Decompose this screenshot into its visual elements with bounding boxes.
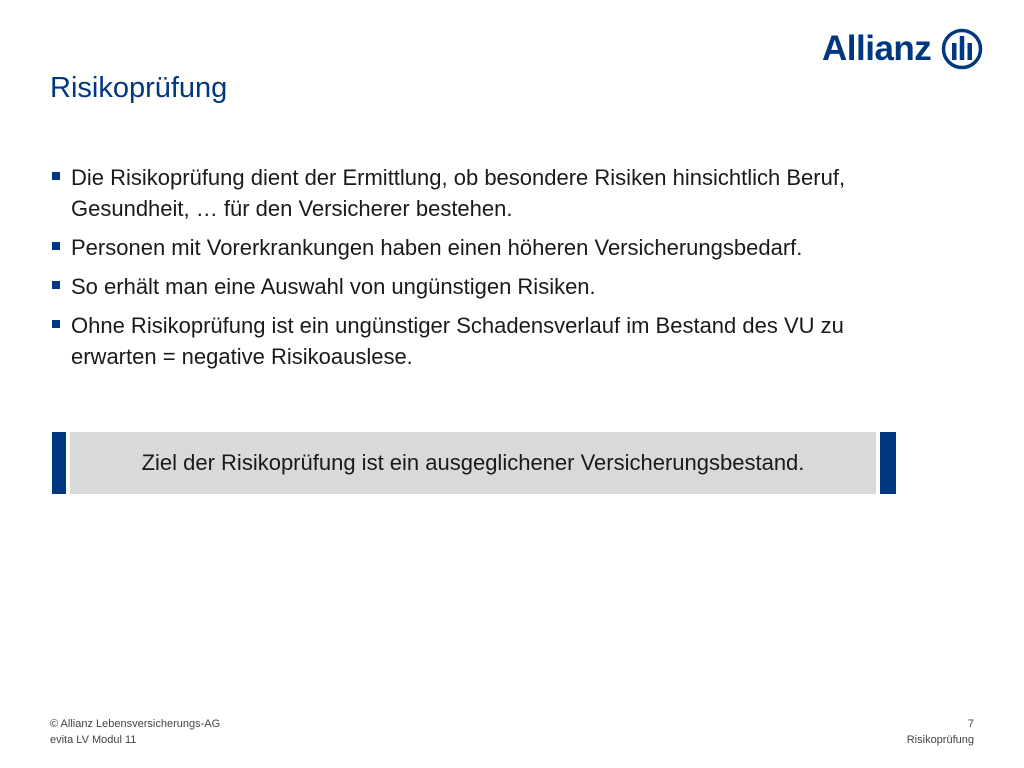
bullet-item: [50, 162, 930, 224]
footer-right: [907, 716, 974, 748]
footer-module: evita LV Modul 11: [50, 734, 137, 746]
allianz-eagle-icon: [941, 28, 983, 70]
logo-wordmark: Allianz: [822, 29, 932, 68]
footer-section: Risikoprüfung: [906, 734, 974, 746]
square-bullet-icon: [52, 281, 60, 289]
allianz-logo: [822, 28, 983, 70]
slide-title: Risikoprüfung: [50, 72, 228, 104]
bullet-text: Die Risikoprüfung dient der Ermittlung, ob besondere Risiken hinsichtlich Beruf, Gesundheit, … für den Versicherer bestehen.: [71, 165, 846, 221]
key-message-box: [52, 432, 896, 494]
key-message-panel: [70, 432, 876, 494]
bullet-item: [50, 310, 930, 372]
bullet-text: So erhält man eine Auswahl von ungünstigen Risiken.: [71, 274, 596, 299]
page-number: 7: [967, 718, 974, 730]
footer-copyright: © Allianz Lebensversicherungs-AG: [50, 718, 221, 730]
square-bullet-icon: [52, 320, 60, 328]
accent-bar-left: [52, 432, 66, 494]
square-bullet-icon: [52, 172, 60, 180]
key-message-text: Ziel der Risikoprüfung ist ein ausgeglichener Versicherungsbestand.: [141, 450, 805, 475]
accent-bar-right: [880, 432, 896, 494]
footer-left: [50, 716, 220, 748]
bullet-text: Personen mit Vorerkrankungen haben einen höheren Versicherungsbedarf.: [71, 235, 803, 260]
bullet-item: [50, 271, 930, 302]
bullet-item: [50, 232, 930, 263]
bullet-list: [50, 162, 930, 380]
bullet-text: Ohne Risikoprüfung ist ein ungünstiger Schadensverlauf im Bestand des VU zu erwarten = negative Risikoauslese.: [71, 313, 844, 369]
square-bullet-icon: [52, 242, 60, 250]
